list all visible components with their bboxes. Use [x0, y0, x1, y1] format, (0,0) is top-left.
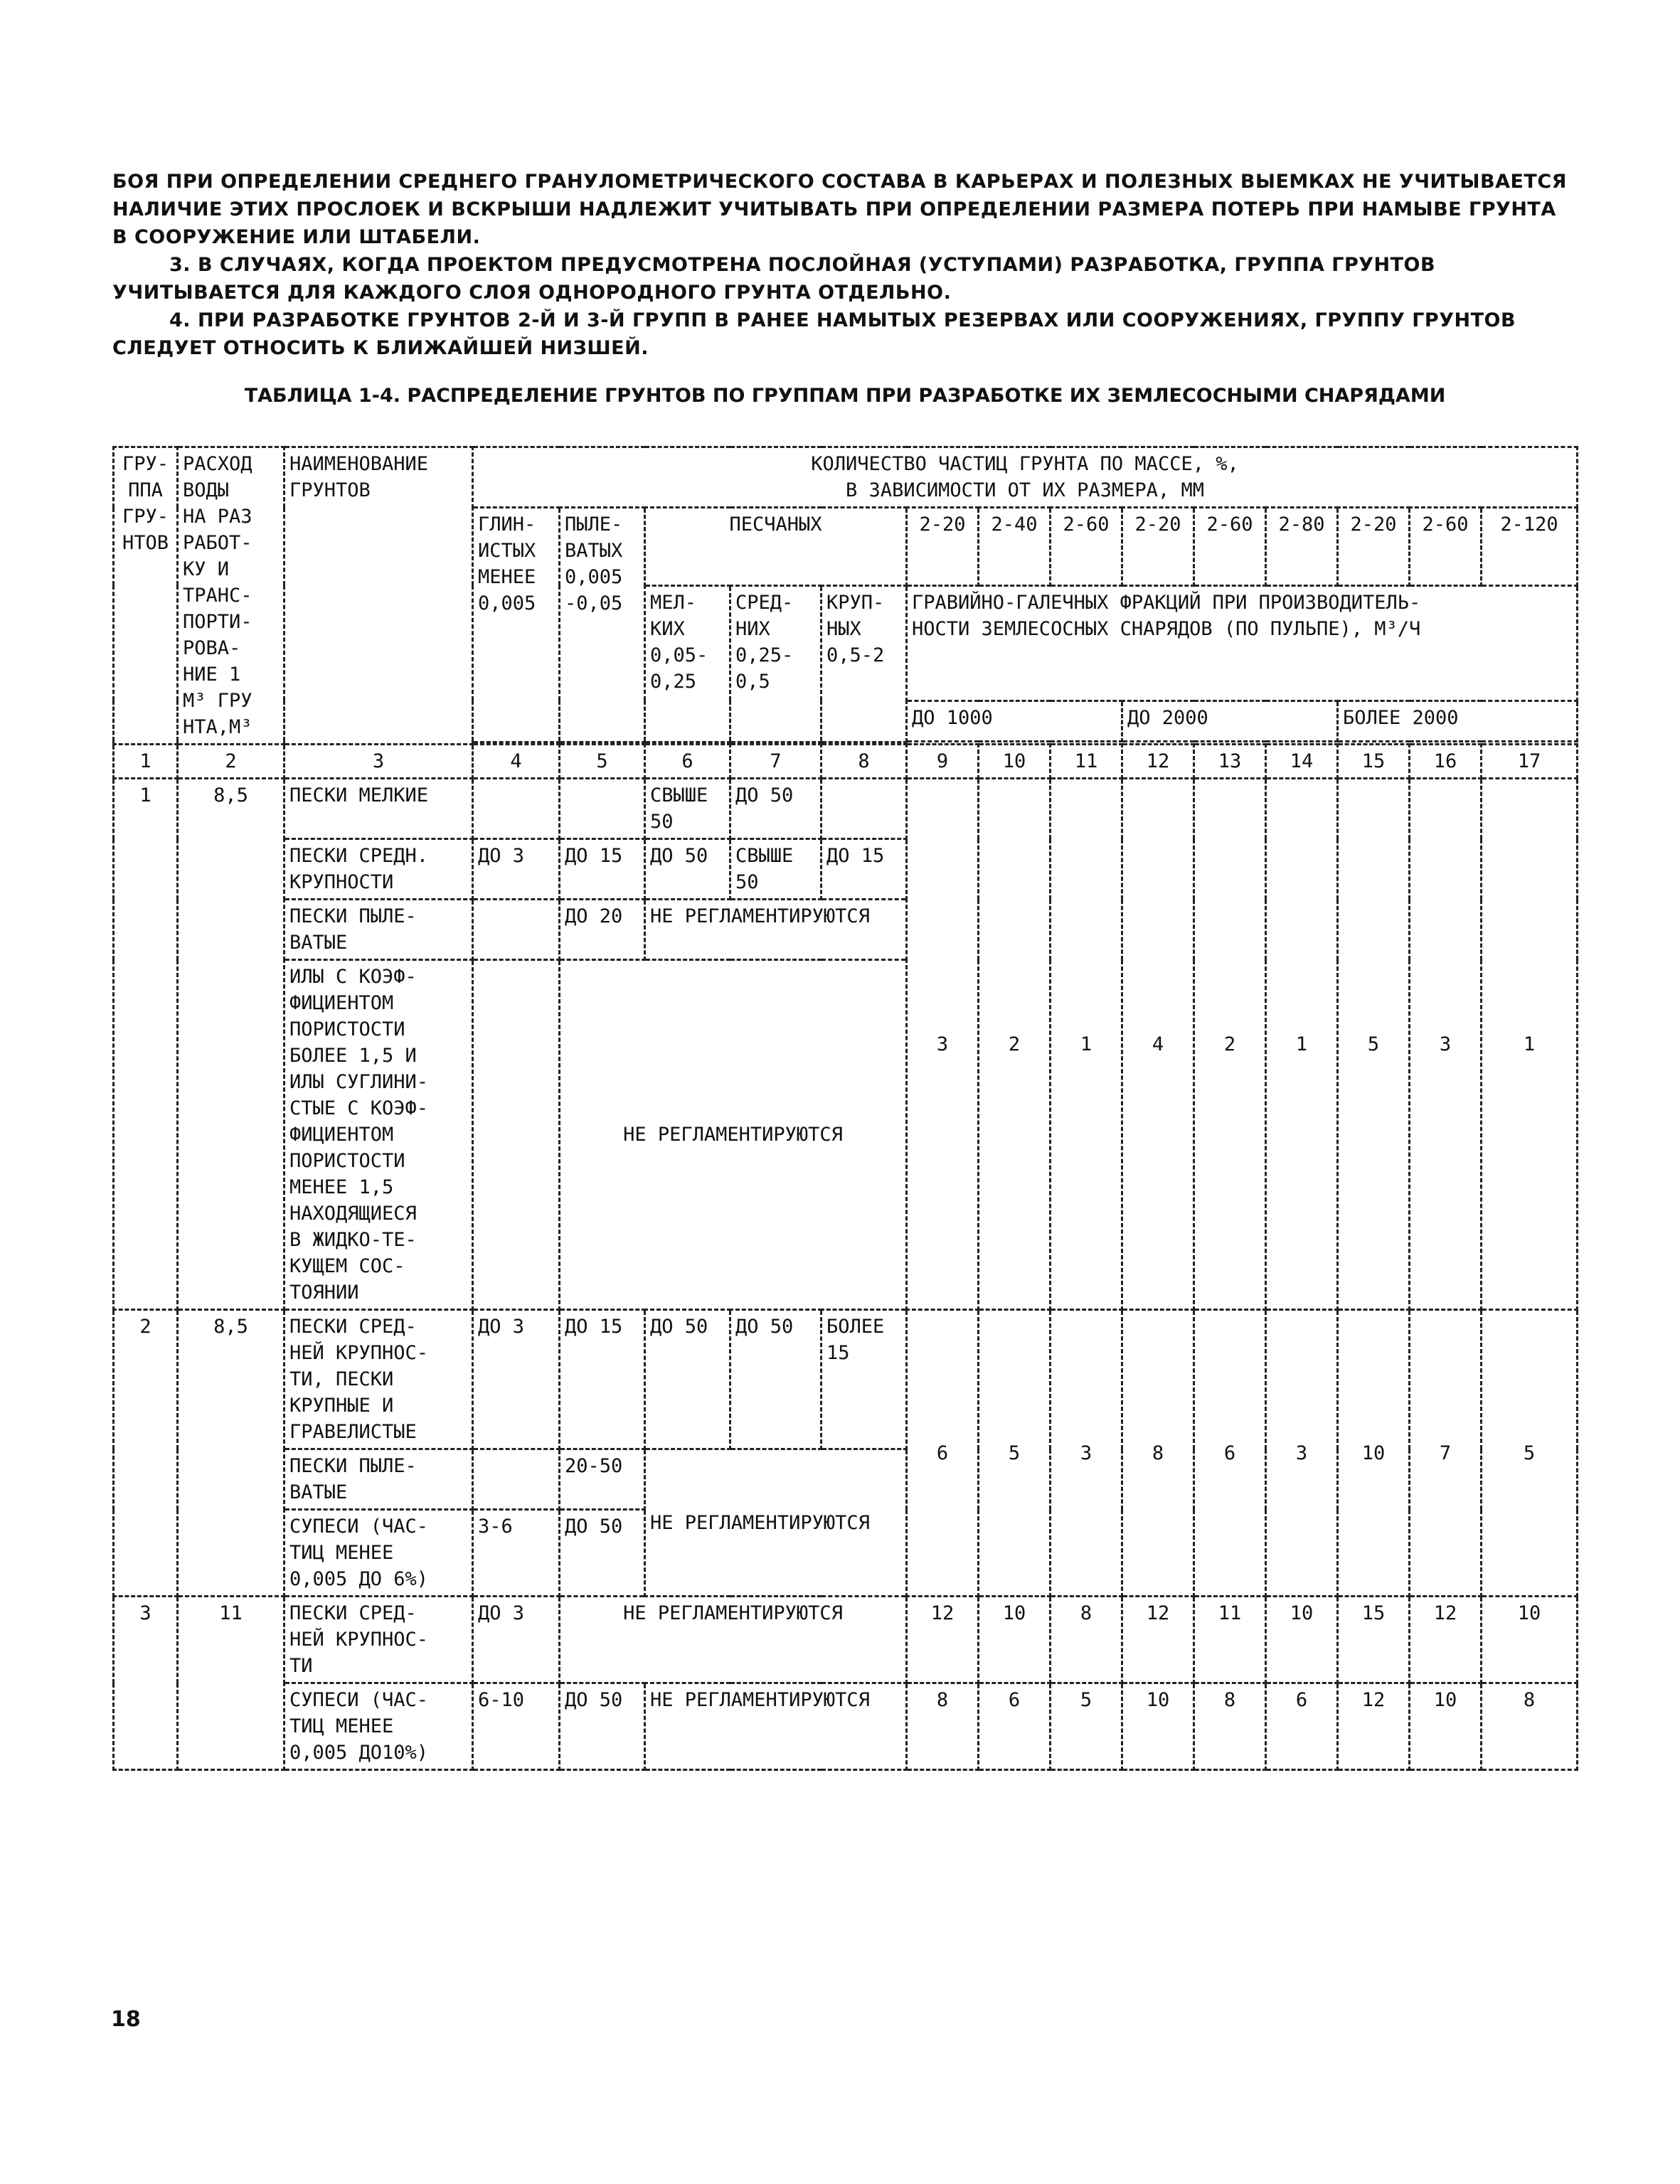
- cell-not-regulated: НЕ РЕГЛАМЕНТИРУЮТСЯ: [560, 1597, 907, 1683]
- soil-name: СУПЕСИ (ЧАС- ТИЦ МЕНЕЕ 0,005 ДО10%): [285, 1683, 473, 1770]
- cell-silt: ДО 50: [560, 1510, 645, 1597]
- column-number: 14: [1266, 745, 1338, 779]
- gravel-value: 8: [1051, 1597, 1122, 1683]
- table-caption: ТАБЛИЦА 1-4. РАСПРЕДЕЛЕНИЕ ГРУНТОВ ПО ГРУППАМ ПРИ РАЗРАБОТКЕ ИХ ЗЕМЛЕСОСНЫМИ СНАРЯДАМИ: [244, 385, 1446, 407]
- gravel-value: 1: [1482, 779, 1578, 1310]
- cell-not-regulated: НЕ РЕГЛАМЕНТИРУЮТСЯ: [645, 1449, 907, 1597]
- cell-fine: ДО 50: [645, 1310, 730, 1449]
- table-row: [114, 1683, 1578, 1770]
- cell-coarse: [822, 779, 907, 839]
- cell-clay: [473, 779, 560, 839]
- header-range: 2-60: [1194, 508, 1266, 586]
- cell-medium: ДО 50: [730, 779, 822, 839]
- page-number: 18: [111, 2007, 141, 2032]
- gravel-value: 5: [1338, 779, 1410, 1310]
- group-number: 1: [114, 779, 178, 1310]
- column-number: 11: [1051, 745, 1122, 779]
- cell-clay: ДО 3: [473, 1597, 560, 1683]
- column-number: 6: [645, 745, 730, 779]
- cell-coarse: БОЛЕЕ 15: [822, 1310, 907, 1449]
- cell-coarse: ДО 15: [822, 839, 907, 900]
- gravel-value: 1: [1266, 779, 1338, 1310]
- column-number: 2: [178, 745, 285, 779]
- cell-clay: 6-10: [473, 1683, 560, 1770]
- gravel-value: 3: [907, 779, 979, 1310]
- header-sand-medium: СРЕД- НИХ 0,25- 0,5: [730, 585, 822, 742]
- gravel-value: 8: [1482, 1683, 1578, 1770]
- column-number-row: [114, 745, 1578, 779]
- soil-group-table: [112, 446, 1576, 1771]
- header-productivity: БОЛЕЕ 2000: [1338, 701, 1578, 741]
- cell-not-regulated: НЕ РЕГЛАМЕНТИРУЮТСЯ: [560, 960, 907, 1310]
- gravel-value: 12: [1410, 1597, 1482, 1683]
- cell-clay: ДО 3: [473, 839, 560, 900]
- soil-name: ПЕСКИ ПЫЛЕ- ВАТЫЕ: [285, 1449, 473, 1510]
- column-number: 5: [560, 745, 645, 779]
- intro-text: [112, 168, 1578, 362]
- column-number: 13: [1194, 745, 1266, 779]
- header-particle-count: КОЛИЧЕСТВО ЧАСТИЦ ГРУНТА ПО МАССЕ, %, В ЗАВИСИМОСТИ ОТ ИХ РАЗМЕРА, ММ: [473, 447, 1578, 508]
- gravel-value: 5: [979, 1310, 1051, 1597]
- column-number: 16: [1410, 745, 1482, 779]
- gravel-value: 1: [1051, 779, 1122, 1310]
- header-range: 2-60: [1051, 508, 1122, 586]
- gravel-value: 4: [1122, 779, 1194, 1310]
- header-clay: ГЛИН- ИСТЫХ МЕНЕЕ 0,005: [473, 508, 560, 742]
- water-consumption: 8,5: [178, 779, 285, 1310]
- gravel-value: 8: [1122, 1310, 1194, 1597]
- intro-paragraph: 4. ПРИ РАЗРАБОТКЕ ГРУНТОВ 2-Й И 3-Й ГРУПП В РАНЕЕ НАМЫТЫХ РЕЗЕРВАХ ИЛИ СООРУЖЕНИЯХ, ГРУППУ ГРУНТОВ СЛЕДУЕТ ОТНОСИТЬ К БЛИЖАЙШЕЙ НИЗШЕЙ.: [112, 309, 1516, 359]
- water-consumption: 8,5: [178, 1310, 285, 1597]
- gravel-value: 10: [1410, 1683, 1482, 1770]
- soil-name: СУПЕСИ (ЧАС- ТИЦ МЕНЕЕ 0,005 ДО 6%): [285, 1510, 473, 1597]
- cell-fine: ДО 50: [645, 839, 730, 900]
- header-group: ГРУ- ППА ГРУ- НТОВ: [114, 447, 178, 745]
- cell-clay: 3-6: [473, 1510, 560, 1597]
- gravel-value: 6: [907, 1310, 979, 1597]
- gravel-value: 6: [1266, 1683, 1338, 1770]
- gravel-value: 6: [1194, 1310, 1266, 1597]
- intro-paragraph: БОЯ ПРИ ОПРЕДЕЛЕНИИ СРЕДНЕГО ГРАНУЛОМЕТРИЧЕСКОГО СОСТАВА В КАРЬЕРАХ И ПОЛЕЗНЫХ ВЫЕМКАХ НЕ УЧИТЫВАЕТСЯ НАЛИЧИЕ ЭТИХ ПРОСЛОЕК И ВСКРЫШИ НАДЛЕЖИТ УЧИТЫВАТЬ ПРИ ОПРЕДЕЛЕНИИ РАЗМЕРА ПОТЕРЬ ПРИ НАМЫВЕ ГРУНТА В СООРУЖЕНИЕ ИЛИ ШТАБЕЛИ.: [112, 171, 1567, 248]
- header-soil-name: НАИМЕНОВАНИЕ ГРУНТОВ: [285, 447, 473, 745]
- intro-paragraph: 3. В СЛУЧАЯХ, КОГДА ПРОЕКТОМ ПРЕДУСМОТРЕНА ПОСЛОЙНАЯ (УСТУПАМИ) РАЗРАБОТКА, ГРУППА ГРУНТОВ УЧИТЫВАЕТСЯ ДЛЯ КАЖДОГО СЛОЯ ОДНОРОДНОГО ГРУНТА ОТДЕЛЬНО.: [112, 254, 1436, 304]
- table-header-row: [114, 447, 1578, 508]
- column-number: 10: [979, 745, 1051, 779]
- header-range: 2-60: [1410, 508, 1482, 586]
- table-row: [114, 1597, 1578, 1683]
- gravel-value: 7: [1410, 1310, 1482, 1597]
- gravel-value: 12: [907, 1597, 979, 1683]
- soil-name: ПЕСКИ СРЕД- НЕЙ КРУПНОС- ТИ: [285, 1597, 473, 1683]
- gravel-value: 3: [1051, 1310, 1122, 1597]
- column-number: 17: [1482, 745, 1578, 779]
- cell-clay: [473, 960, 560, 1310]
- group-number: 3: [114, 1597, 178, 1770]
- table-row: [114, 779, 1578, 839]
- group-number: 2: [114, 1310, 178, 1597]
- soil-name: ИЛЫ С КОЭФ- ФИЦИЕНТОМ ПОРИСТОСТИ БОЛЕЕ 1,5 И ИЛЫ СУГЛИНИ- СТЫЕ С КОЭФ- ФИЦИЕНТОМ ПОРИСТОСТИ МЕНЕЕ 1,5 НАХОДЯЩИЕСЯ В ЖИДКО-ТЕ- КУЩЕМ СОС- ТОЯНИИ: [285, 960, 473, 1310]
- cell-not-regulated: НЕ РЕГЛАМЕНТИРУЮТСЯ: [645, 1683, 907, 1770]
- column-number: 7: [730, 745, 822, 779]
- soil-name: ПЕСКИ СРЕД- НЕЙ КРУПНОС- ТИ, ПЕСКИ КРУПНЫЕ И ГРАВЕЛИСТЫЕ: [285, 1310, 473, 1449]
- gravel-value: 15: [1338, 1597, 1410, 1683]
- cell-clay: ДО 3: [473, 1310, 560, 1449]
- gravel-value: 6: [979, 1683, 1051, 1770]
- header-silt: ПЫЛЕ- ВАТЫХ 0,005 -0,05: [560, 508, 645, 742]
- gravel-value: 10: [1338, 1310, 1410, 1597]
- soil-name: ПЕСКИ МЕЛКИЕ: [285, 779, 473, 839]
- table-row: [114, 1310, 1578, 1449]
- cell-silt: ДО 15: [560, 1310, 645, 1449]
- cell-medium: ДО 50: [730, 1310, 822, 1449]
- gravel-value: 11: [1194, 1597, 1266, 1683]
- header-water-consumption: РАСХОД ВОДЫ НА РАЗ РАБОТ- КУ И ТРАНС- ПОРТИ- РОВА- НИЕ 1 М³ ГРУ НТА,М³: [178, 447, 285, 745]
- gravel-value: 5: [1051, 1683, 1122, 1770]
- gravel-value: 3: [1410, 779, 1482, 1310]
- header-productivity: ДО 2000: [1122, 701, 1338, 741]
- gravel-value: 8: [907, 1683, 979, 1770]
- gravel-value: 8: [1194, 1683, 1266, 1770]
- cell-not-regulated: НЕ РЕГЛАМЕНТИРУЮТСЯ: [645, 900, 907, 960]
- header-range: 2-20: [1122, 508, 1194, 586]
- soil-name: ПЕСКИ ПЫЛЕ- ВАТЫЕ: [285, 900, 473, 960]
- column-number: 4: [473, 745, 560, 779]
- column-number: 3: [285, 745, 473, 779]
- gravel-value: 3: [1266, 1310, 1338, 1597]
- soil-name: ПЕСКИ СРЕДН. КРУПНОСТИ: [285, 839, 473, 900]
- header-range: 2-20: [1338, 508, 1410, 586]
- header-gravel: ГРАВИЙНО-ГАЛЕЧНЫХ ФРАКЦИЙ ПРИ ПРОИЗВОДИТЕЛЬ- НОСТИ ЗЕМЛЕСОСНЫХ СНАРЯДОВ (ПО ПУЛЬПЕ), М³/Ч: [907, 585, 1578, 701]
- gravel-value: 10: [1482, 1597, 1578, 1683]
- header-sand-fine: МЕЛ- КИХ 0,05- 0,25: [645, 585, 730, 742]
- header-range: 2-20: [907, 508, 979, 586]
- cell-fine: СВЫШЕ 50: [645, 779, 730, 839]
- cell-silt: ДО 15: [560, 839, 645, 900]
- gravel-value: 12: [1338, 1683, 1410, 1770]
- column-number: 12: [1122, 745, 1194, 779]
- column-number: 9: [907, 745, 979, 779]
- gravel-value: 10: [979, 1597, 1051, 1683]
- gravel-value: 12: [1122, 1597, 1194, 1683]
- header-sand: ПЕСЧАНЫХ: [645, 508, 907, 586]
- column-number: 1: [114, 745, 178, 779]
- gravel-value: 10: [1266, 1597, 1338, 1683]
- cell-medium: СВЫШЕ 50: [730, 839, 822, 900]
- cell-silt: ДО 50: [560, 1683, 645, 1770]
- header-range: 2-40: [979, 508, 1051, 586]
- column-number: 15: [1338, 745, 1410, 779]
- cell-silt: 20-50: [560, 1449, 645, 1510]
- header-range: 2-80: [1266, 508, 1338, 586]
- gravel-value: 10: [1122, 1683, 1194, 1770]
- header-range: 2-120: [1482, 508, 1578, 586]
- header-productivity: ДО 1000: [907, 701, 1122, 741]
- cell-silt: ДО 20: [560, 900, 645, 960]
- header-sand-coarse: КРУП- НЫХ 0,5-2: [822, 585, 907, 742]
- cell-clay: [473, 1449, 560, 1510]
- gravel-value: 5: [1482, 1310, 1578, 1597]
- column-number: 8: [822, 745, 907, 779]
- cell-clay: [473, 900, 560, 960]
- water-consumption: 11: [178, 1597, 285, 1770]
- gravel-value: 2: [979, 779, 1051, 1310]
- gravel-value: 2: [1194, 779, 1266, 1310]
- cell-silt: [560, 779, 645, 839]
